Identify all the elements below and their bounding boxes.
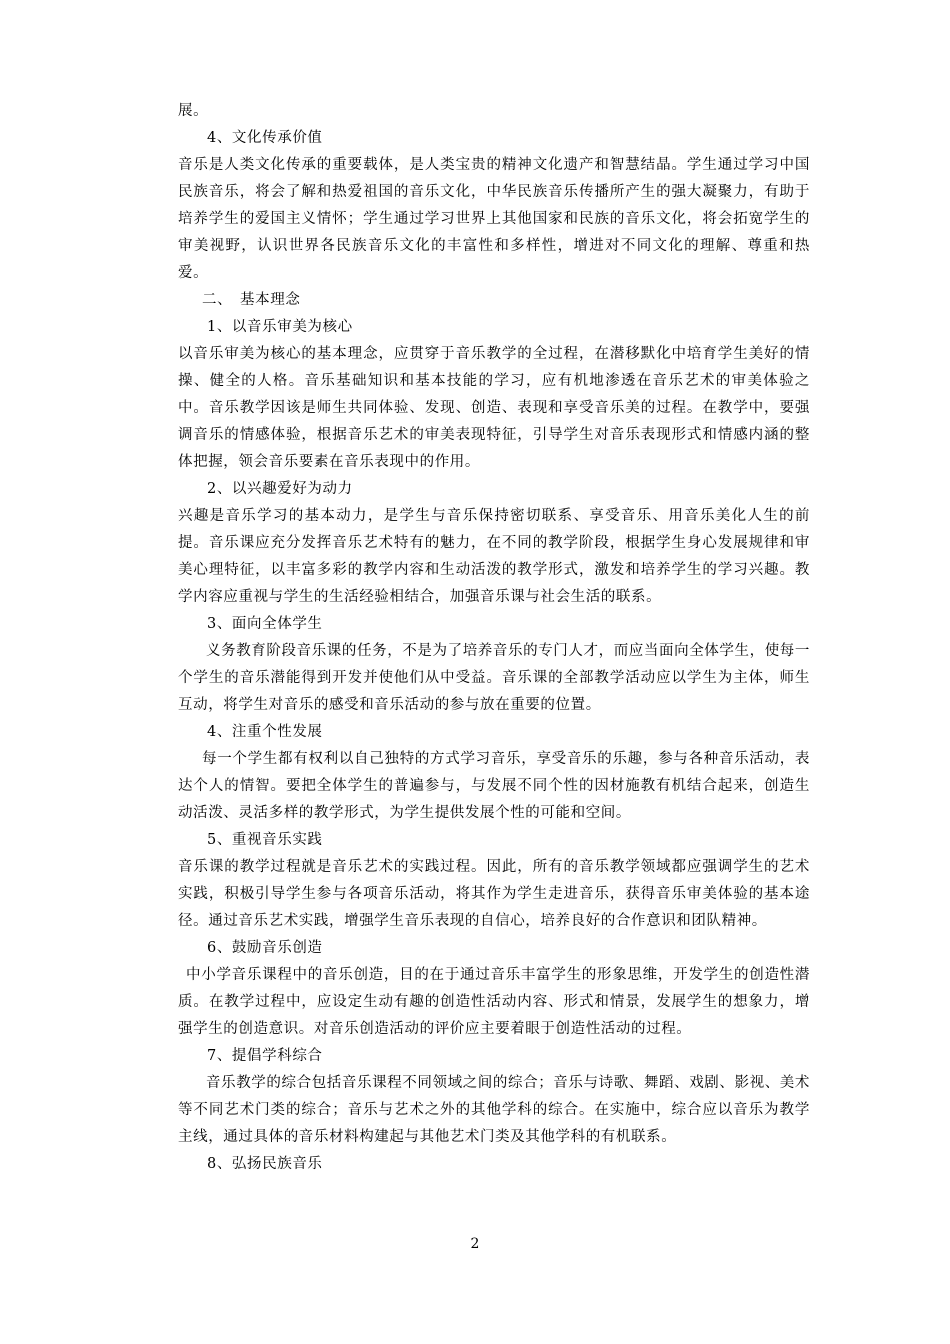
paragraph-all-students: 义务教育阶段音乐课的任务，不是为了培养音乐的专门人才，而应当面向全体学生，使每一个学生的音乐潜能得到开发并使他们从中受益。音乐课的全部教学活动应以学生为主体，师生互动，将学生对音乐的感受和音乐活动的参与放在重要的位置。 <box>178 643 810 713</box>
section-heading-basic-ideas: 二、 基本理念 <box>202 292 301 308</box>
paragraph-aesthetics-core: 以音乐审美为核心的基本理念，应贯穿于音乐教学的全过程，在潜移默化中培育学生美好的情操、健全的人格。音乐基础知识和基本技能的学习，应有机地渗透在音乐艺术的审美体验之中。音乐教学因该是师生共同体验、发现、创造、表现和享受音乐美的过程。在教学中，要强调音乐的情感体验，根据音乐艺术的审美表现特征，引导学生对音乐表现形式和情感内涵的整体把握，领会音乐要素在音乐表现中的作用。 <box>178 346 810 470</box>
paragraph-cultural-heritage: 音乐是人类文化传承的重要载体，是人类宝贵的精神文化遗产和智慧结晶。学生通过学习中国民族音乐，将会了解和热爱祖国的音乐文化，中华民族音乐传播所产生的强大凝聚力，有助于培养学生的爱国主义情怀；学生通过学习世界上其他国家和民族的音乐文化，将会拓宽学生的审美视野，认识世界各民族音乐文化的丰富性和多样性，增进对不同文化的理解、尊重和热爱。 <box>178 157 810 281</box>
paragraph-interest-motivation: 兴趣是音乐学习的基本动力，是学生与音乐保持密切联系、享受音乐、用音乐美化人生的前提。音乐课应充分发挥音乐艺术特有的魅力，在不同的教学阶段，根据学生身心发展规律和审美心理特征，以丰富多彩的教学内容和生动活泼的教学形式，激发和培养学生的学习兴趣。教学内容应重视与学生的生活经验相结合，加强音乐课与社会生活的联系。 <box>178 508 810 605</box>
subheading-all-students: 3、面向全体学生 <box>207 616 323 632</box>
paragraph-integration: 音乐教学的综合包括音乐课程不同领域之间的综合；音乐与诗歌、舞蹈、戏剧、影视、美术等不同艺术门类的综合；音乐与艺术之外的其他学科的综合。在实施中，综合应以音乐为教学主线，通过具体的音乐材料构建起与其他艺术门类及其他学科的有机联系。 <box>178 1075 810 1145</box>
paragraph-creativity: 中小学音乐课程中的音乐创造，目的在于通过音乐丰富学生的形象思维，开发学生的创造性潜质。在教学过程中，应设定生动有趣的创造性活动内容、形式和情景，发展学生的想象力，增强学生的创造意识。对音乐创造活动的评价应主要着眼于创造性活动的过程。 <box>178 967 810 1037</box>
subheading-cultural-heritage: 4、文化传承价值 <box>207 130 323 146</box>
subheading-national-music: 8、弘扬民族音乐 <box>207 1156 323 1172</box>
paragraph-continuation: 展。 <box>178 103 209 119</box>
page-number: 2 <box>470 1236 480 1252</box>
subheading-individuality: 4、注重个性发展 <box>207 724 323 740</box>
paragraph-individuality: 每一个学生都有权利以自己独特的方式学习音乐，享受音乐的乐趣，参与各种音乐活动，表达个人的情智。要把全体学生的普遍参与，与发展不同个性的因材施教有机结合起来，创造生动活泼、灵活多样的教学形式，为学生提供发展个性的可能和空间。 <box>178 751 810 821</box>
subheading-interest-motivation: 2、以兴趣爱好为动力 <box>207 481 353 497</box>
subheading-creativity: 6、鼓励音乐创造 <box>207 940 323 956</box>
subheading-integration: 7、提倡学科综合 <box>207 1048 323 1064</box>
paragraph-practice: 音乐课的教学过程就是音乐艺术的实践过程。因此，所有的音乐教学领域都应强调学生的艺术实践，积极引导学生参与各项音乐活动，将其作为学生走进音乐，获得音乐审美体验的基本途径。通过音乐艺术实践，增强学生音乐表现的自信心，培养良好的合作意识和团队精神。 <box>178 859 810 929</box>
subheading-practice: 5、重视音乐实践 <box>207 832 323 848</box>
page-content <box>178 98 810 1178</box>
subheading-aesthetics-core: 1、以音乐审美为核心 <box>207 319 353 335</box>
